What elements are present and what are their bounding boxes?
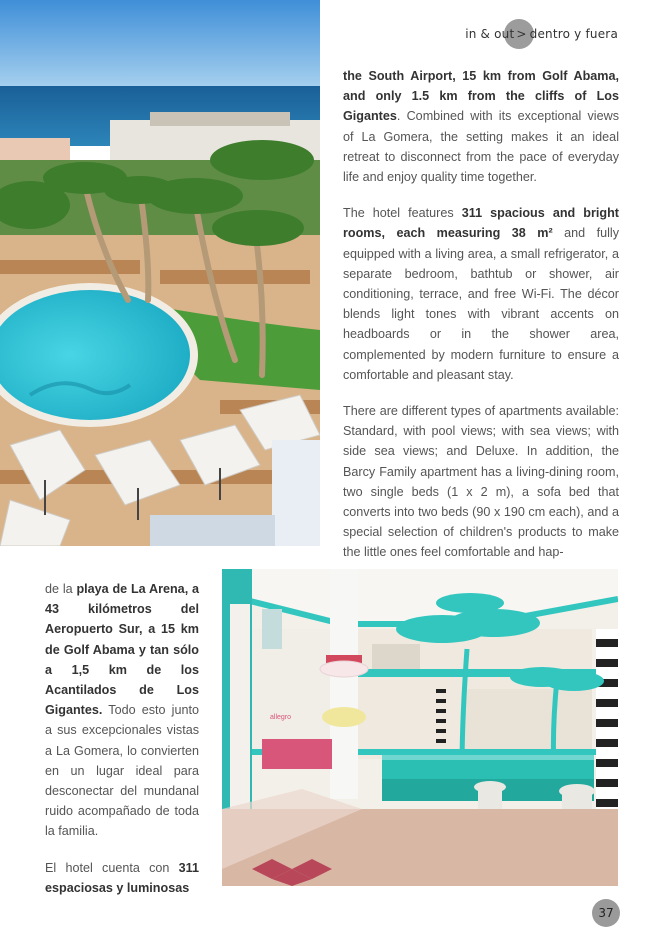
es-p1-bold: playa de La Arena, a 43 kilómetros del Aeropuerto Sur, a 15 km de Golf Abama y tan sólo a 1,5 km de los Acantilados de Los Gigantes.	[45, 582, 200, 718]
spanish-paragraph-2	[45, 858, 199, 898]
en-p1-bold: the South Airport, 15 km from Golf Abama, and only 1.5 km from the cliffs of Los Gigantes	[343, 69, 619, 124]
header-arrow: >	[516, 27, 527, 41]
es-p2-bold: 311 espaciosas y luminosas	[45, 860, 199, 895]
spanish-paragraph-1	[45, 579, 199, 842]
header-in-out: in & out	[465, 27, 515, 41]
english-paragraph-2	[343, 203, 619, 385]
hotel-lobby-photo	[222, 569, 618, 886]
page-number: 37	[598, 906, 614, 920]
en-p1-rest: . Combined with its exceptional views of La Gomera, the setting makes it an ideal retreat to disconnect from the pace of everyday life and enjoy quality time together.	[343, 109, 619, 185]
page-number-badge	[592, 899, 620, 927]
lobby-sign-text: allegro	[270, 714, 292, 721]
english-paragraph-1	[343, 66, 619, 187]
en-p2-start: The hotel features	[343, 206, 462, 221]
es-p1-start: de la	[45, 582, 77, 596]
en-p2-bold: 311 spacious and bright rooms, each measuring 38 m²	[343, 206, 619, 241]
en-p2-rest: and fully equipped with a living area, a small refrigerator, a separate bedroom, bathtub or shower, air conditioning, terrace, and free Wi-Fi. The décor blends light tones with vibrant accents on headboards or in the shower area, complemented by modern furniture to ensure a comfortable and pleasant stay.	[343, 226, 619, 382]
spanish-column	[45, 579, 199, 914]
section-header	[465, 18, 618, 50]
header-dentro-y-fuera: dentro y fuera	[529, 27, 618, 41]
es-p1-rest: Todo esto junto a sus excepcionales vistas a La Gomera, lo convierten en un lugar ideal para desconectar del mundanal ruido acompañado de toda la familia.	[45, 703, 199, 839]
english-column	[343, 66, 619, 579]
resort-pool-photo	[0, 0, 320, 546]
english-paragraph-3: There are different types of apartments available: Standard, with pool views; with sea views; with side sea views; and Deluxe. In addition, the Barcy Family apartment has a living-dining room, two single beds (1 x 2 m), a sofa bed that converts into two beds (90 x 190 cm each), and a special selection of children's products to make the little ones feel comfortable and hap-	[343, 404, 619, 560]
es-p2-start: El hotel cuenta con	[45, 860, 179, 875]
